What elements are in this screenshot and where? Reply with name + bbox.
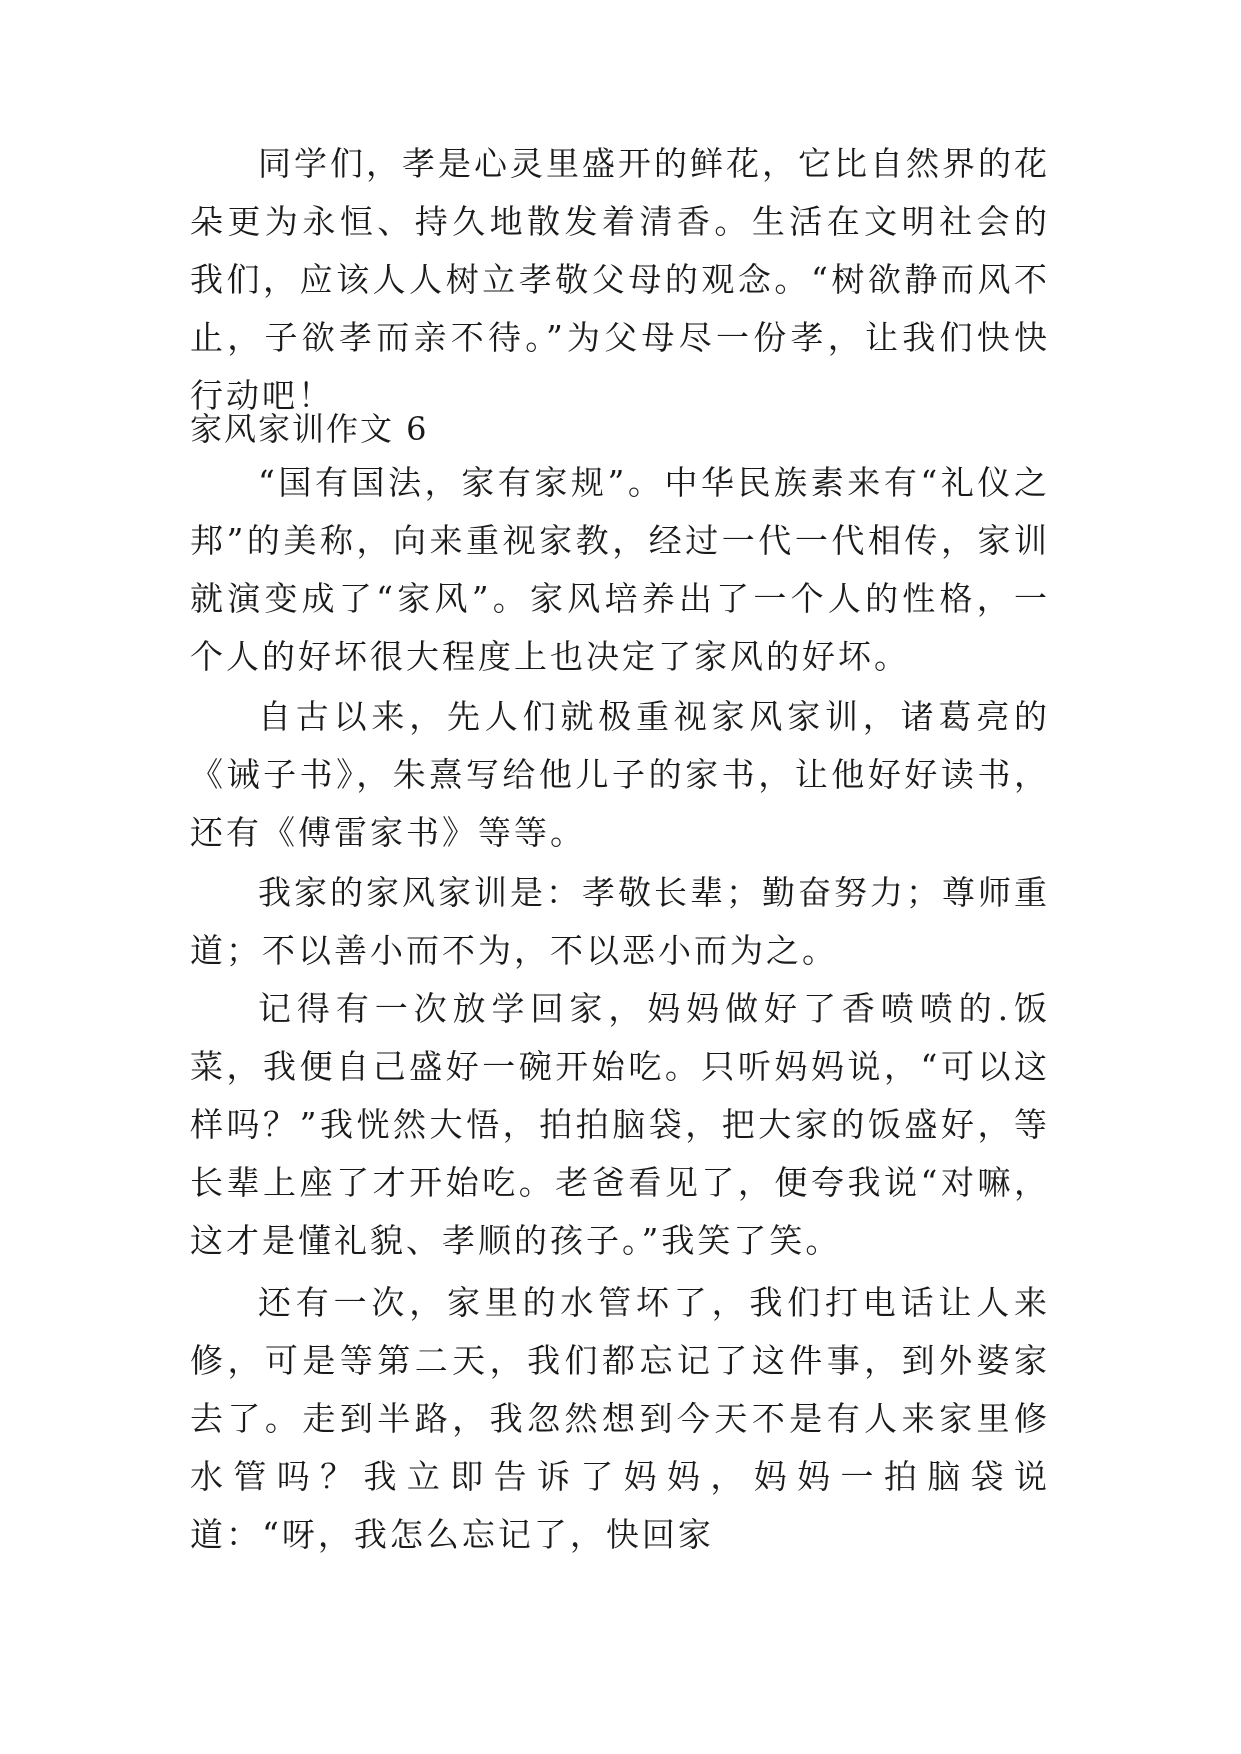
paragraph-water-pipe-story: 还有一次，家里的水管坏了，我们打电话让人来修，可是等第二天，我们都忘记了这件事，到外婆家去了。走到半路，我忽然想到今天不是有人来家里修水管吗？我立即告诉了妈妈，妈妈一拍脑袋说道：“呀，我怎么忘记了，快回家 [190,1283,1050,1554]
paragraph-my-family-motto: 我家的家风家训是：孝敬长辈；勤奋努力；尊师重道；不以善小而不为，不以恶小而为之。 [190,873,1050,970]
paragraph-dinner-story: 记得有一次放学回家，妈妈做好了香喷喷的.饭菜，我便自己盛好一碗开始吃。只听妈妈说，“可以这样吗？”我恍然大悟，拍拍脑袋，把大家的饭盛好，等长辈上座了才开始吃。老爸看见了，便夸我说“对嘛，这才是懂礼貌、孝顺的孩子。”我笑了笑。 [190,989,1050,1260]
paragraph-filial-piety: 同学们，孝是心灵里盛开的鲜花，它比自然界的花朵更为永恒、持久地散发着清香。生活在文明社会的我们，应该人人树立孝敬父母的观念。“树欲静而风不止，子欲孝而亲不待。”为父母尽一份孝，让我们快快行动吧！ [190,144,1050,415]
paragraph-ancient-examples: 自古以来，先人们就极重视家风家训，诸葛亮的《诫子书》，朱熹写给他儿子的家书，让他好好读书，还有《傅雷家书》等等。 [190,697,1050,852]
paragraph-family-rules: “国有国法，家有家规”。中华民族素来有“礼仪之邦”的美称，向来重视家教，经过一代一代相传，家训就演变成了“家风”。家风培养出了一个人的性格，一个人的好坏很大程度上也决定了家风的好坏。 [190,463,1050,676]
section-heading: 家风家训作文 6 [190,410,429,448]
